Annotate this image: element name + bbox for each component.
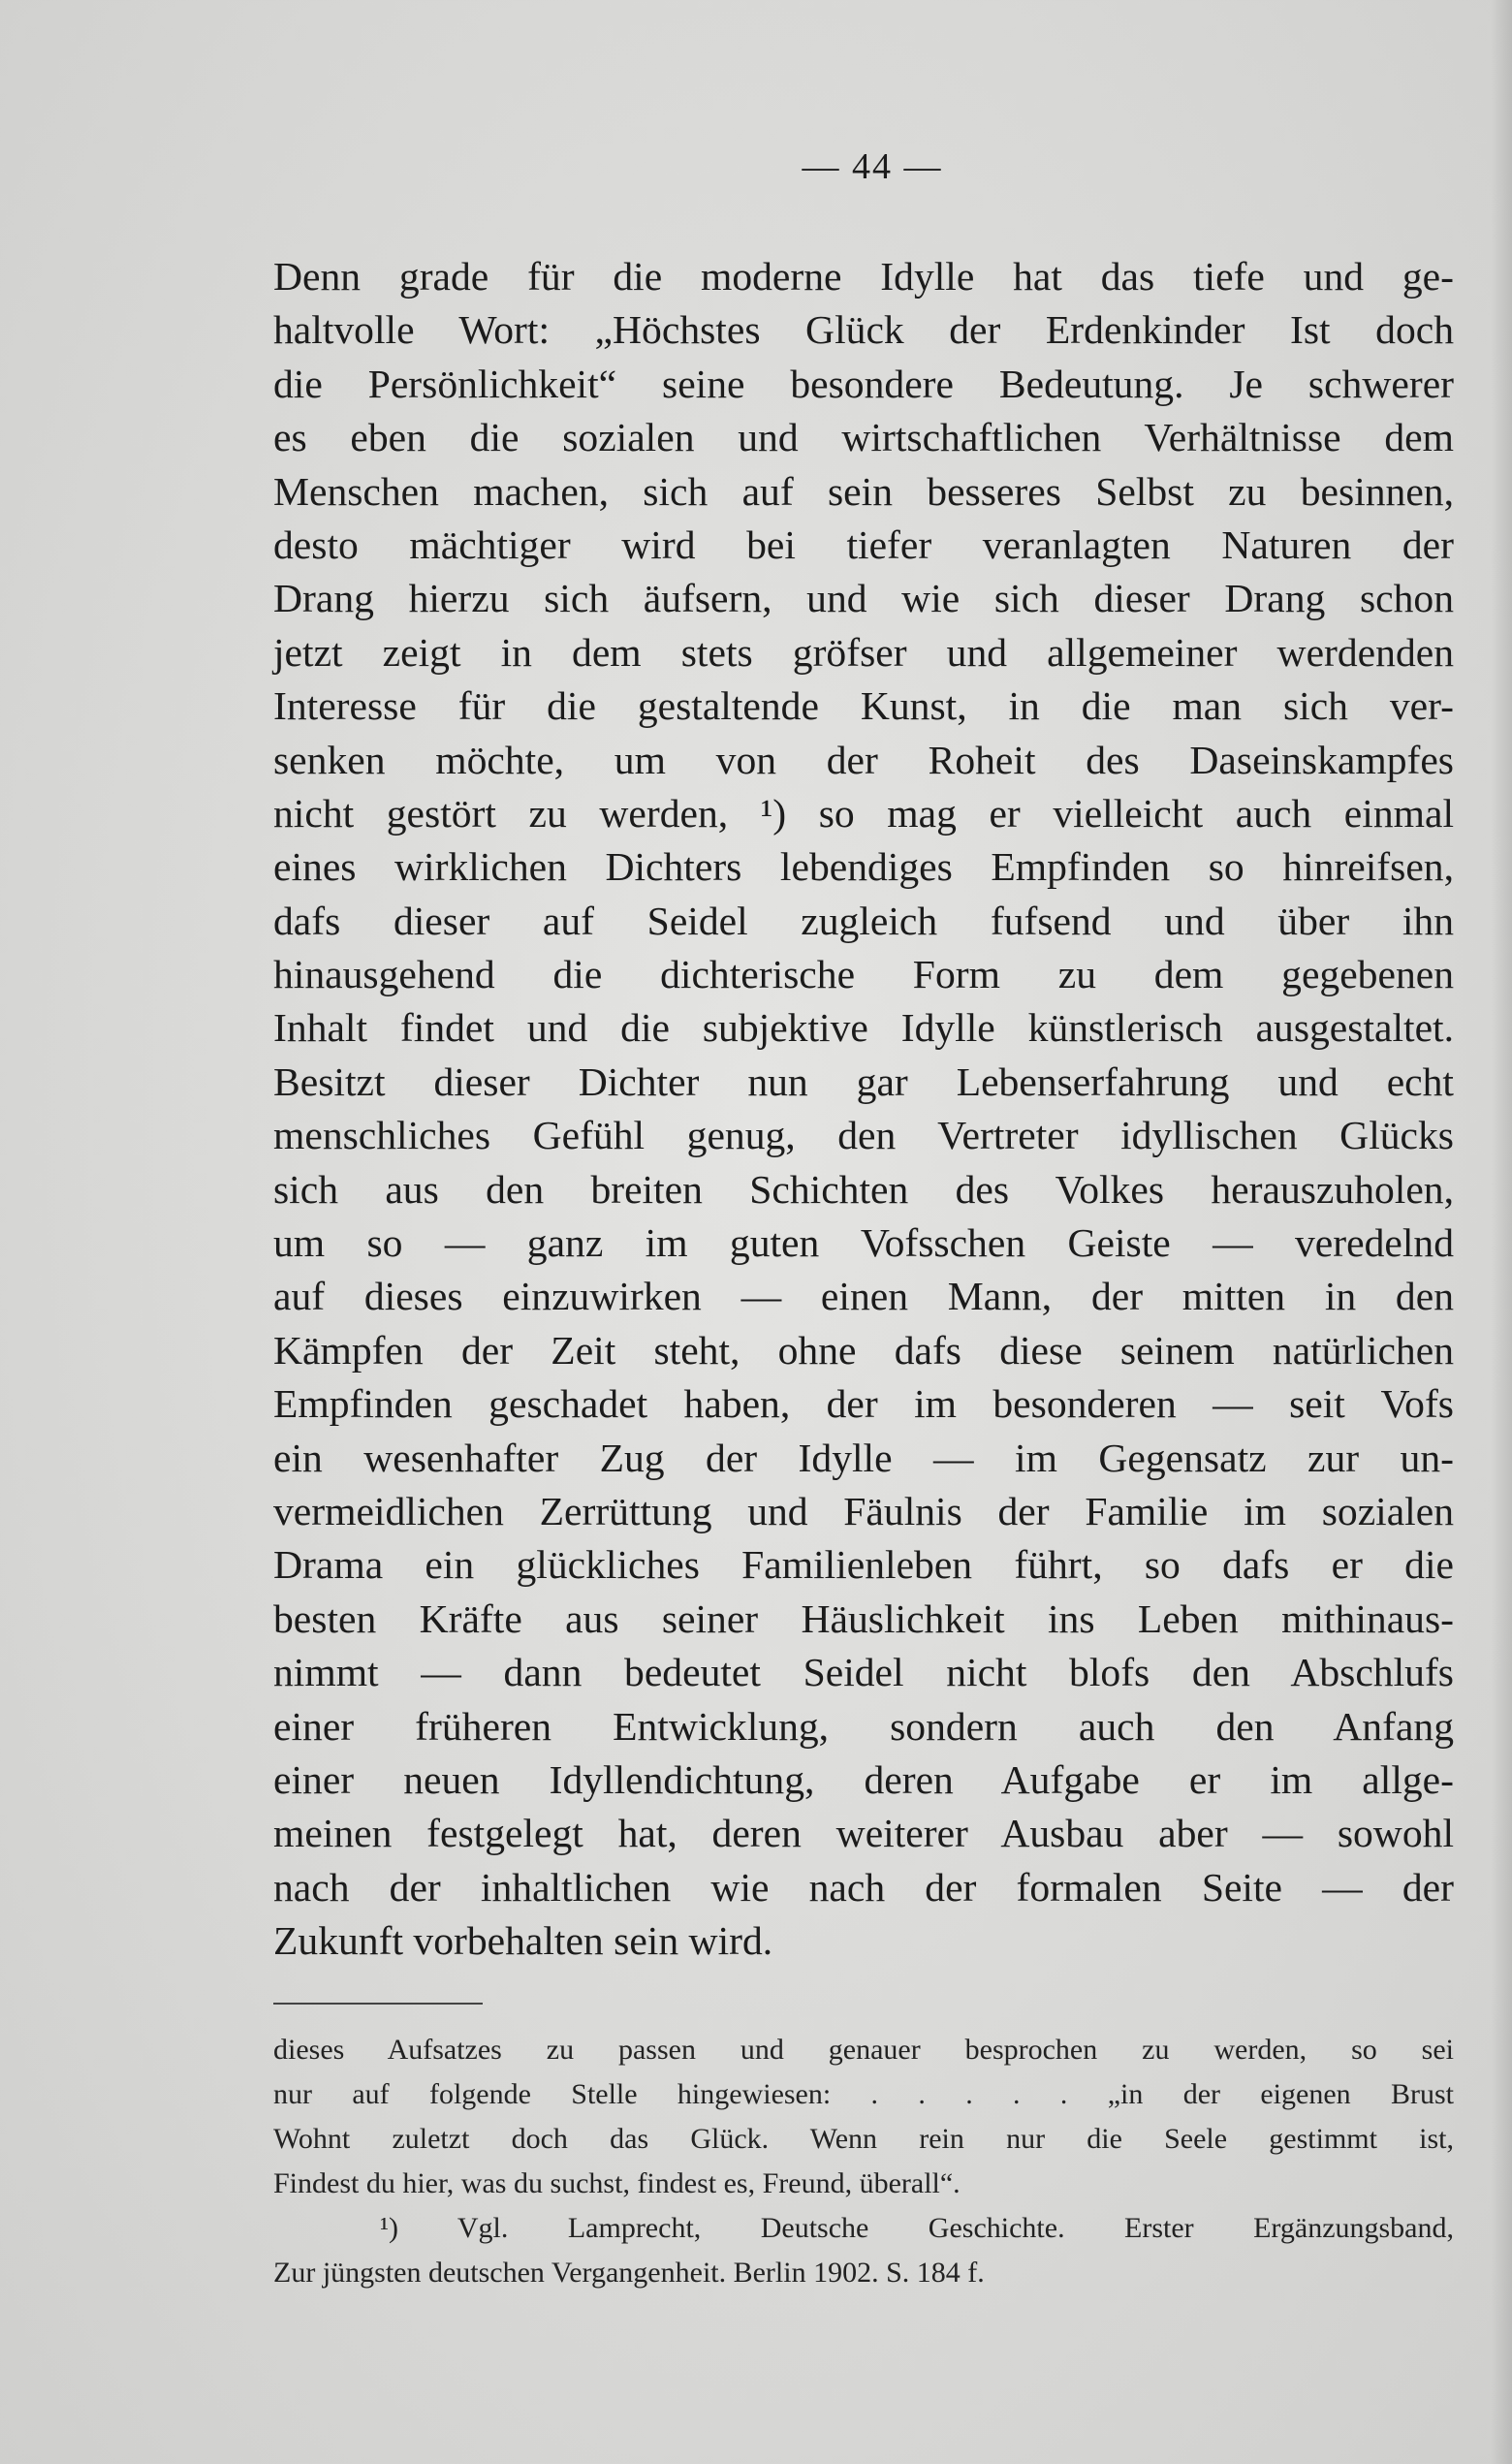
text-line: Inhalt findet und die subjektive Idylle künstlerisch ausgestaltet. [273, 1005, 1454, 1051]
text-line: sich aus den breiten Schichten des Volkes herauszuholen, [273, 1166, 1454, 1212]
text-line: meinen festgelegt hat, deren weiterer Ausbau aber — sowohl [273, 1811, 1454, 1856]
text-line: es eben die sozialen und wirtschaftlichen Verhältnisse dem [273, 415, 1454, 460]
text-line: haltvolle Wort: „Höchstes Glück der Erdenkinder Ist doch [273, 307, 1454, 353]
text-line: Empfinden geschadet haben, der im besonderen — seit Vofs [273, 1381, 1454, 1427]
text-line: Besitzt dieser Dichter nun gar Lebenserfahrung und echt [273, 1058, 1454, 1104]
text-line: Drang hierzu sich äufsern, und wie sich dieser Drang schon [273, 576, 1454, 621]
text-line: die Persönlichkeit“ seine besondere Bedeutung. Je schwerer [273, 361, 1454, 406]
text-line: besten Kräfte aus seiner Häuslichkeit ins Leben mithinaus- [273, 1595, 1454, 1641]
text-line: Drama ein glückliches Familienleben führt, so dafs er die [273, 1542, 1454, 1588]
text-line: einer früheren Entwicklung, sondern auch den Anfang [273, 1703, 1454, 1749]
footnote-line: nur auf folgende Stelle hingewiesen: . . . . . „in der eigenen Brust [273, 2078, 1454, 2110]
text-line: einer neuen Idyllendichtung, deren Aufgabe er im allge- [273, 1756, 1454, 1802]
text-line: nimmt — dann bedeutet Seidel nicht blofs den Abschlufs [273, 1650, 1454, 1695]
text-line: hinausgehend die dichterische Form zu dem gegebenen [273, 952, 1454, 997]
text-line: eines wirklichen Dichters lebendiges Empfinden so hinreifsen, [273, 844, 1454, 890]
text-line: Interesse für die gestaltende Kunst, in die man sich ver- [273, 683, 1454, 729]
text-line: nach der inhaltlichen wie nach der formalen Seite — der [273, 1864, 1454, 1910]
text-line: senken möchte, um von der Roheit des Daseinskampfes [273, 737, 1454, 782]
footnote-line: ¹) Vgl. Lamprecht, Deutsche Geschichte. Erster Ergänzungsband, [380, 2212, 1454, 2244]
footnotes [273, 2028, 1454, 2295]
footnote-line: Findest du hier, was du suchst, findest es, Freund, überall“. [273, 2167, 961, 2199]
footnote-line: Wohnt zuletzt doch das Glück. Wenn rein nur die Seele gestimmt ist, [273, 2123, 1454, 2155]
text-line: desto mächtiger wird bei tiefer veranlagten Naturen der [273, 521, 1454, 567]
text-line: auf dieses einzuwirken — einen Mann, der mitten in den [273, 1274, 1454, 1319]
text-line: dafs dieser auf Seidel zugleich fufsend und über ihn [273, 898, 1454, 943]
text-line: vermeidlichen Zerrüttung und Fäulnis der Familie im sozialen [273, 1488, 1454, 1533]
text-line: ein wesenhafter Zug der Idylle — im Gegensatz zur un- [273, 1435, 1454, 1480]
text-line: um so — ganz im guten Vofsschen Geiste — veredelnd [273, 1220, 1454, 1266]
text-line-last: Zukunft vorbehalten sein wird. [273, 1918, 773, 1964]
footnote-line: Zur jüngsten deutschen Vergangenheit. Berlin 1902. S. 184 f. [273, 2257, 985, 2289]
text-line: Kämpfen der Zeit steht, ohne dafs diese seinem natürlichen [273, 1327, 1454, 1373]
body-text [273, 250, 1454, 1969]
text-line: Denn grade für die moderne Idylle hat das tiefe und ge- [273, 254, 1454, 299]
footnote-separator [273, 2003, 483, 2005]
page-number: — 44 — [802, 146, 943, 187]
text-line: Menschen machen, sich auf sein besseres Selbst zu besinnen, [273, 468, 1454, 514]
text-line: nicht gestört zu werden, ¹) so mag er vielleicht auch einmal [273, 790, 1454, 836]
footnote-line: dieses Aufsatzes zu passen und genauer besprochen zu werden, so sei [273, 2034, 1454, 2066]
text-line: jetzt zeigt in dem stets gröfser und allgemeiner werdenden [273, 629, 1454, 675]
page-edge-shadow [1491, 0, 1512, 2464]
text-line: menschliches Gefühl genug, den Vertreter idyllischen Glücks [273, 1113, 1454, 1158]
